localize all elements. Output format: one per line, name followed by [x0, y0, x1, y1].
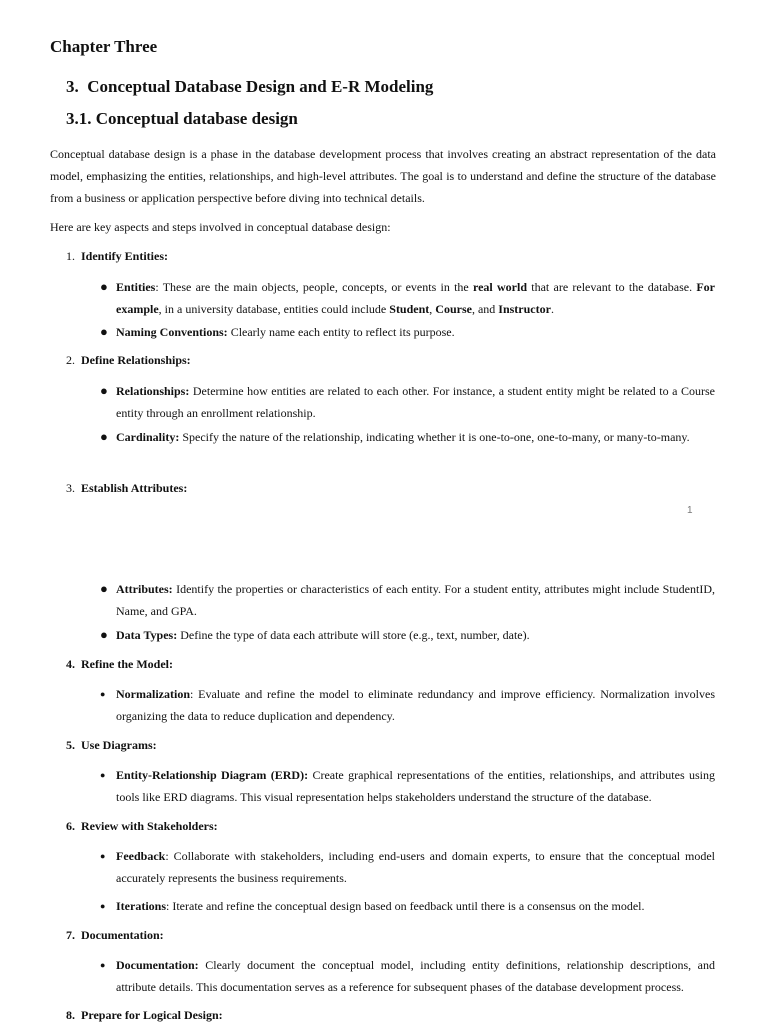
- bullet-attributes: [100, 578, 715, 622]
- step-title: Refine the Model:: [81, 657, 173, 671]
- bullet-text: : Evaluate and refine the model to eliminate redundancy and improve efficiency. Normalization involves organizing the data to reduce duplication and dependency.: [116, 687, 715, 723]
- bullet-icon: ●: [100, 901, 106, 911]
- section-title: Conceptual Database Design and E-R Modeling: [87, 77, 434, 96]
- bullet-text: Create graphical representations of the entities, relationships, and attributes using tools like ERD diagrams. This visual representation helps stakeholders understand the structure of the database.: [116, 768, 716, 804]
- chapter-title: Chapter Three: [50, 37, 158, 56]
- bullet-term: Naming Conventions:: [116, 325, 228, 339]
- bullet-bold: real world: [472, 280, 528, 294]
- section-heading-3: [66, 77, 433, 97]
- bullet-text: ,: [429, 302, 436, 316]
- bullet-icon: ●: [100, 383, 108, 398]
- bullet-term: Cardinality:: [116, 430, 180, 444]
- bullet-text: that are relevant to the database.: [527, 280, 697, 294]
- bullet-datatypes: [100, 624, 715, 646]
- step-number: 2.: [66, 353, 75, 367]
- bullet-text: Clearly name each entity to reflect its purpose.: [227, 325, 455, 339]
- bullet-text: Identify the properties or characteristics of each entity. For a student entity, attributes might include StudentID, Name, and GPA.: [116, 582, 715, 618]
- step-title: Documentation:: [81, 928, 164, 942]
- step-title: Prepare for Logical Design:: [81, 1008, 223, 1022]
- step-title: Review with Stakeholders:: [81, 819, 218, 833]
- bullet-term: Feedback: [116, 849, 166, 863]
- step-number: 3.: [66, 481, 75, 495]
- step-number: 4.: [66, 657, 75, 671]
- bullet-term: Entity-Relationship Diagram (ERD):: [116, 768, 309, 782]
- step-1: [66, 249, 168, 264]
- key-aspects-paragraph: Here are key aspects and steps involved in conceptual database design:: [50, 220, 391, 234]
- step-number: 1.: [66, 249, 75, 263]
- bullet-icon: ●: [100, 324, 108, 339]
- bullet-text: Clearly document the conceptual model, including entity definitions, relationship descriptions, and attribute details. This documentation serves as a reference for subsequent phases of the database development process.: [116, 958, 715, 994]
- step-6: [66, 819, 218, 834]
- bullet-text: : Collaborate with stakeholders, including end-users and domain experts, to ensure that the conceptual model accurately represents the business requirements.: [116, 849, 715, 885]
- step-3: [66, 481, 187, 496]
- bullet-term: Documentation:: [116, 958, 199, 972]
- bullet-icon: ●: [100, 627, 108, 642]
- step-title: Establish Attributes:: [81, 481, 188, 495]
- bullet-text: , and: [471, 302, 499, 316]
- bullet-entities: [100, 276, 715, 320]
- bullet-term: Relationships:: [116, 384, 190, 398]
- step-7: [66, 928, 164, 943]
- bullet-icon: ●: [100, 851, 106, 861]
- bullet-icon: ●: [100, 581, 108, 596]
- bullet-cardinality: [100, 426, 715, 448]
- bullet-bold: Course: [435, 302, 472, 316]
- step-8: [66, 1008, 223, 1023]
- section-heading-3-1: 3.1. Conceptual database design: [66, 109, 298, 128]
- bullet-icon: ●: [100, 689, 106, 699]
- bullet-icon: ●: [100, 770, 106, 780]
- bullet-icon: ●: [100, 429, 108, 444]
- bullet-documentation: [100, 954, 715, 998]
- bullet-bold: Student: [389, 302, 430, 316]
- bullet-iterations: [100, 895, 715, 917]
- step-number: 5.: [66, 738, 75, 752]
- bullet-erd: [100, 764, 715, 808]
- bullet-naming: [100, 321, 715, 343]
- bullet-term: Normalization: [116, 687, 190, 701]
- bullet-normalization: [100, 683, 715, 727]
- bullet-term: Attributes:: [116, 582, 173, 596]
- step-number: 8.: [66, 1008, 75, 1022]
- intro-paragraph: Conceptual database design is a phase in the database development process that involves creating an abstract representation of the data model, emphasizing the entities, relationships, and high-level attributes. The goal is to understand and define the structure of the database from a business or application perspective before diving into technical details.: [50, 147, 716, 205]
- step-title: Define Relationships:: [81, 353, 191, 367]
- section-number: 3.: [66, 77, 79, 96]
- bullet-icon: ●: [100, 279, 108, 294]
- bullet-icon: ●: [100, 960, 106, 970]
- bullet-term: Iterations: [116, 899, 166, 913]
- bullet-text: , in a university database, entities could include: [158, 302, 390, 316]
- bullet-term: Data Types:: [116, 628, 178, 642]
- bullet-text: Specify the nature of the relationship, indicating whether it is one-to-one, one-to-many, or many-to-many.: [179, 430, 690, 444]
- bullet-bold: Instructor: [498, 302, 551, 316]
- step-number: 7.: [66, 928, 75, 942]
- bullet-text: : These are the main objects, people, concepts, or events in the: [155, 280, 473, 294]
- step-5: [66, 738, 157, 753]
- step-4: [66, 657, 173, 672]
- bullet-relationships: [100, 380, 715, 424]
- bullet-text: : Iterate and refine the conceptual design based on feedback until there is a consensus on the model.: [166, 899, 645, 913]
- bullet-text: Determine how entities are related to each other. For instance, a student entity might be related to a Course entity through an enrollment relationship.: [116, 384, 715, 420]
- bullet-feedback: [100, 845, 715, 889]
- step-title: Use Diagrams:: [81, 738, 157, 752]
- bullet-text: .: [550, 302, 554, 316]
- page-number: 1: [687, 505, 693, 516]
- bullet-text: Define the type of data each attribute will store (e.g., text, number, date).: [177, 628, 530, 642]
- bullet-term: Entities: [116, 280, 156, 294]
- step-title: Identify Entities:: [81, 249, 168, 263]
- bullet-bold: For example: [116, 280, 715, 316]
- step-number: 6.: [66, 819, 75, 833]
- step-2: [66, 353, 191, 368]
